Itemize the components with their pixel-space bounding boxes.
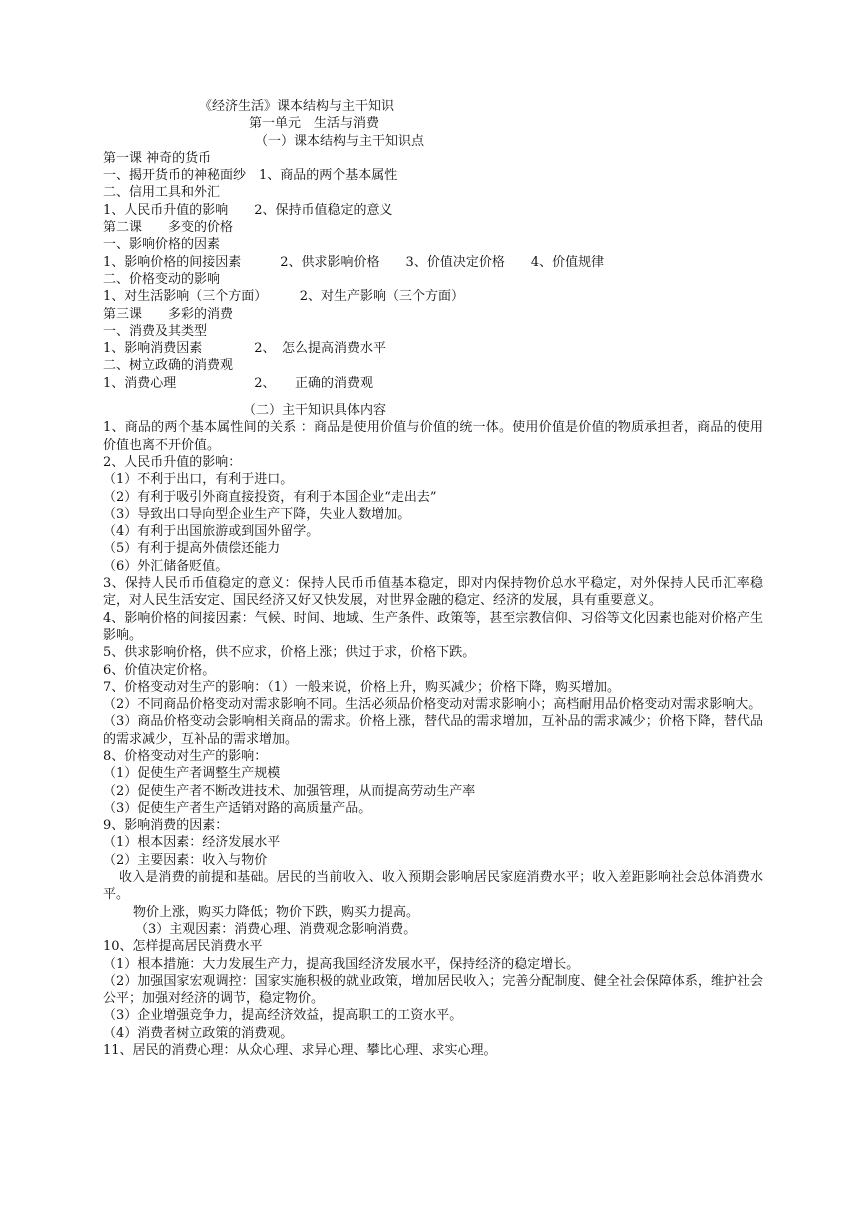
outline-item: 1、人民币升值的影响 2、保持币值稳定的意义: [103, 202, 393, 218]
content-paragraph: （1）促使生产者调整生产规模: [103, 766, 281, 782]
outline-item: 一、影响价格的因素: [103, 237, 221, 253]
content-paragraph: （3）主观因素：消费心理、消费观念影响消费。: [135, 921, 417, 937]
content-paragraph: 收入是消费的前提和基础。居民的当前收入、收入预期会影响居民家庭消费水平；收入差距影响社会总体消费水平。: [103, 870, 763, 903]
content-paragraph: （2）加强国家宏观调控：国家实施积极的就业政策，增加居民收入；完善分配制度、健全社会保障体系，维护社会公平；加强对经济的调节，稳定物价。: [103, 973, 763, 1007]
content-paragraph: 4、影响价格的间接因素：气候、时间、地域、生产条件、政策等，甚至宗教信仰、习俗等文化因素也能对价格产生影响。: [103, 610, 763, 643]
content-paragraph: （3）企业增强竞争力，提高经济效益，提高职工的工资水平。: [103, 1008, 463, 1024]
content-paragraph: 物价上涨，购买力降低；物价下跌，购买力提高。: [133, 904, 420, 920]
content-paragraph: （3）促使生产者生产适销对路的高质量产品。: [103, 800, 372, 816]
outline-item: 1、对生活影响（三个方面） 2、对生产影响（三个方面）: [103, 289, 465, 305]
content-paragraph: （2）主要因素：收入与物价: [103, 852, 268, 868]
content-paragraph: 10、怎样提高居民消费水平: [103, 939, 263, 955]
content-paragraph: 11、居民的消费心理：从众心理、求异心理、攀比心理、求实心理。: [103, 1043, 497, 1059]
content-paragraph: （4）消费者树立政策的消费观。: [103, 1025, 294, 1041]
document-page: [103, 98, 763, 1059]
content-paragraph: （6）外汇储备贬值。: [103, 558, 229, 574]
outline-item: 二、信用工具和外汇: [103, 185, 221, 201]
section-heading-outline: （一）课本结构与主干知识点: [255, 133, 425, 149]
outline-item: 一、揭开货币的神秘面纱 1、商品的两个基本属性: [103, 168, 398, 184]
outline-item: 1、影响价格的间接因素 2、供求影响价格 3、价值决定价格 4、价值规律: [103, 254, 605, 270]
content-paragraph: 9、影响消费的因素：: [103, 818, 229, 834]
document-title: 《经济生活》课本结构与主干知识: [199, 99, 395, 114]
content-paragraph: （2）有利于吸引外商直接投资，有利于本国企业“走出去”: [103, 489, 437, 505]
content-paragraph: （2）不同商品价格变动对需求影响不同。生活必须品价格变动对需求影响小；高档耐用品价格变动对需求影响大。: [103, 697, 762, 713]
content-paragraph: 2、人民币升值的影响：: [103, 454, 242, 470]
content-paragraph: （1）根本措施：大力发展生产力，提高我国经济发展水平，保持经济的稳定增长。: [103, 956, 580, 972]
content-paragraph: （3）导致出口导向型企业生产下降，失业人数增加。: [103, 506, 411, 522]
content-paragraph: 8、价格变动对生产的影响：: [103, 748, 268, 764]
content-paragraph: （4）有利于出国旅游或到国外留学。: [103, 524, 320, 540]
content-paragraph: （5）有利于提高外债偿还能力: [103, 541, 281, 557]
outline-item: 二、树立政确的消费观: [103, 358, 234, 374]
outline-item: 第二课 多变的价格: [103, 220, 234, 236]
content-paragraph: （1）根本因素：经济发展水平: [103, 835, 281, 851]
outline-item: 二、价格变动的影响: [103, 271, 221, 287]
section-heading-content: （二）主干知识具体内容: [243, 403, 387, 419]
content-paragraph: （3）商品价格变动会影响相关商品的需求。价格上涨，替代品的需求增加，互补品的需求减少；价格下降，替代品的需求减少，互补品的需求增加。: [103, 714, 763, 747]
content-paragraph: 5、供求影响价格，供不应求，价格上涨；供过于求，价格下跌。: [103, 645, 476, 661]
content-paragraph: （2）促使生产者不断改进技术、加强管理，从而提高劳动生产率: [103, 783, 476, 799]
outline-item: 第三课 多彩的消费: [103, 306, 234, 322]
content-paragraph: （1）不利于出口，有利于进口。: [103, 472, 294, 488]
outline-item: 1、消费心理 2、 正确的消费观: [103, 375, 374, 391]
content-paragraph: 1、商品的两个基本属性间的关系 ：商品是使用价值与价值的统一体。使用价值是价值的物质承担者，商品的使用价值也离不开价值。: [103, 420, 763, 453]
outline-item: 1、影响消费因素 2、 怎么提高消费水平: [103, 341, 387, 357]
unit-heading: 第一单元 生活与消费: [249, 116, 380, 132]
outline-item: 第一课 神奇的货币: [103, 150, 212, 166]
outline-item: 一、消费及其类型: [103, 323, 208, 339]
content-paragraph: 6、价值决定价格。: [103, 662, 216, 678]
content-paragraph: 7、价格变动对生产的影响：（1）一般来说，价格上升，购买减少；价格下降，购买增加。: [103, 679, 621, 695]
content-paragraph: 3、保持人民币币值稳定的意义：保持人民币币值基本稳定，即对内保持物价总水平稳定，对外保持人民币汇率稳定，对人民生活安定、国民经济又好又快发展，对世界金融的稳定、经济的发展，具有重要意义。: [103, 576, 763, 609]
